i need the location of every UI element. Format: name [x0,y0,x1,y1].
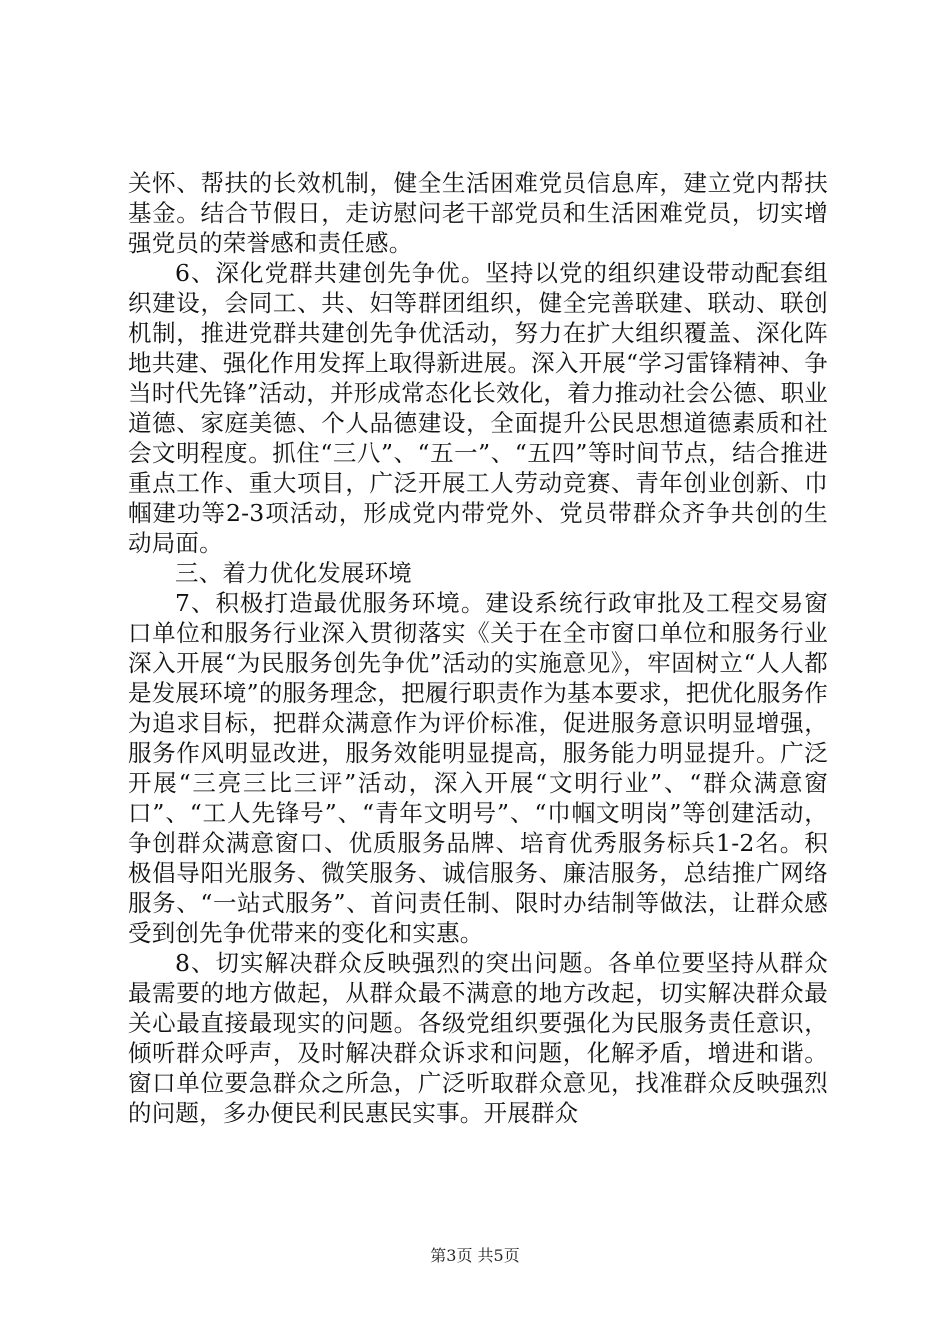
page-number-footer: 第3页 共5页 [430,1246,520,1265]
section-heading-3: 三、着力优化发展环境 [175,559,412,587]
paragraph-item-6: 6、深化党群共建创先争优。坚持以党的组织建设带动配套组织建设，会同工、共、妇等群团组织，健全完善联建、联动、联创机制，推进党群共建创先争优活动，努力在扩大组织覆盖、深化阵地共建、强化作用发挥上取得新进展。深入开展“学习雷锋精神、争当时代先锋”活动，并形成常态化长效化，着力推动社会公德、职业道德、家庭美德、个人品德建设，全面提升公民思想道德素质和社会文明程度。抓住“三八”、“五一”、“五四”等时间节点，结合推进重点工作、重大项目，广泛开展工人劳动竞赛、青年创业创新、巾帼建功等2-3项活动，形成党内带党外、党员带群众齐争共创的生动局面。 [128,259,828,557]
paragraph-item-8: 8、切实解决群众反映强烈的突出问题。各单位要坚持从群众最需要的地方做起，从群众最不满意的地方改起，切实解决群众最关心最直接最现实的问题。各级党组织要强化为民服务责任意识，倾听群众呼声，及时解决群众诉求和问题，化解矛盾，增进和谐。窗口单位要急群众之所急，广泛听取群众意见，找准群众反映强烈的问题，多办便民利民惠民实事。开展群众 [128,949,828,1127]
paragraph-item-7: 7、积极打造最优服务环境。建设系统行政审批及工程交易窗口单位和服务行业深入贯彻落实《关于在全市窗口单位和服务行业深入开展“为民服务创先争优”活动的实施意见》，牢固树立“人人都是发展环境”的服务理念，把履行职责作为基本要求，把优化服务作为追求目标，把群众满意作为评价标准，促进服务意识明显增强，服务作风明显改进，服务效能明显提高，服务能力明显提升。广泛开展“三亮三比三评”活动，深入开展“文明行业”、“群众满意窗口”、“工人先锋号”、“青年文明号”、“巾帼文明岗”等创建活动，争创群众满意窗口、优质服务品牌、培育优秀服务标兵1-2名。积极倡导阳光服务、微笑服务、诚信服务、廉洁服务，总结推广网络服务、“一站式服务”、首问责任制、限时办结制等做法，让群众感受到创先争优带来的变化和实惠。 [128,589,828,947]
paragraph-continued: 关怀、帮扶的长效机制，健全生活困难党员信息库，建立党内帮扶基金。结合节假日，走访慰问老干部党员和生活困难党员，切实增强党员的荣誉感和责任感。 [128,169,828,257]
document-body [128,168,828,1128]
